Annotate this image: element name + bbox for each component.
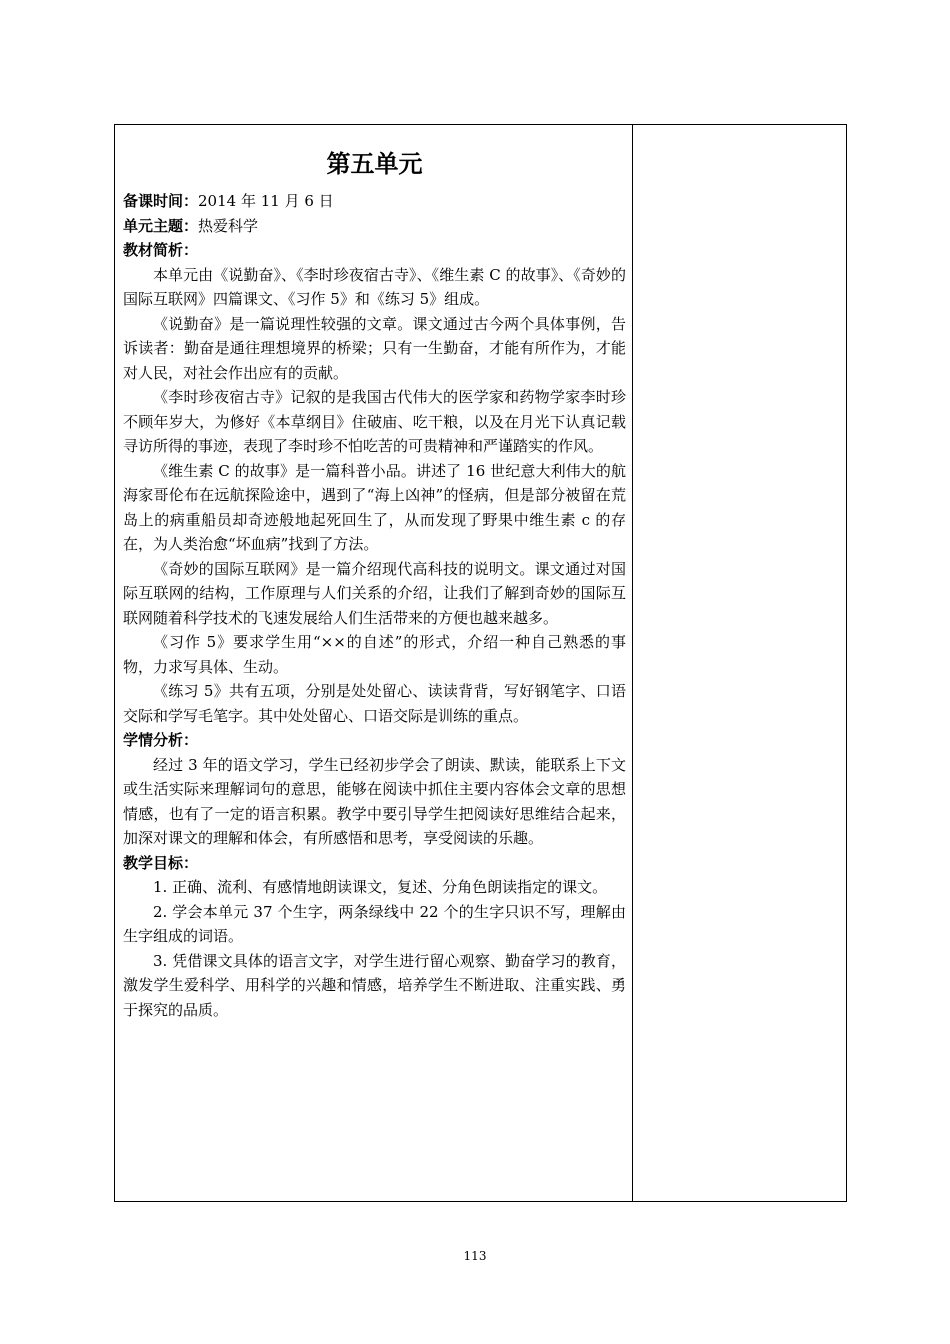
material-analysis-heading: 教材简析：: [123, 241, 199, 259]
material-paragraph: 《习作 5》要求学生用“××的自述”的形式，介绍一种自己熟悉的事物，力求写具体、生动。: [123, 633, 626, 676]
material-paragraph: 本单元由《说勤奋》、《李时珍夜宿古寺》、《维生素 C 的故事》、《奇妙的国际互联网》四篇课文、《习作 5》和《练习 5》组成。: [123, 265, 626, 308]
page-title: 第五单元: [326, 150, 423, 178]
column-divider: [632, 125, 633, 1201]
material-paragraph: 《奇妙的国际互联网》是一篇介绍现代高科技的说明文。课文通过对国际互联网的结构，工作原理与人们关系的介绍，让我们了解到奇妙的国际互联网随着科学技术的飞速发展给人们生活带来的方便也越来越多。: [123, 559, 626, 627]
goal-paragraph: 3. 凭借课文具体的语言文字，对学生进行留心观察、勤奋学习的教育，激发学生爱科学、用科学的兴趣和情感，培养学生不断进取、注重实践、勇于探究的品质。: [123, 951, 626, 1019]
goal-paragraph: 1. 正确、流利、有感情地朗读课文，复述、分角色朗读指定的课文。: [153, 878, 608, 896]
material-paragraph: 《练习 5》共有五项，分别是处处留心、读读背背，写好钢笔字、口语交际和学写毛笔字。其中处处留心、口语交际是训练的重点。: [123, 682, 626, 725]
student-analysis-heading: 学情分析：: [123, 731, 199, 749]
student-paragraph: 经过 3 年的语文学习，学生已经初步学会了朗读、默读，能联系上下文或生活实际来理解词句的意思，能够在阅读中抓住主要内容体会文章的思想情感，也有了一定的语言积累。教学中要引导学生把阅读好思维结合起来，加深对课文的理解和体会，有所感悟和思考，享受阅读的乐趣。: [123, 755, 626, 847]
lesson-plan-table: [114, 124, 847, 1202]
main-cell: [123, 149, 626, 1022]
goal-paragraph: 2. 学会本单元 37 个生字，两条绿线中 22 个的生字只识不写，理解由生字组成的词语。: [123, 902, 626, 945]
material-paragraph: 《李时珍夜宿古寺》记叙的是我国古代伟大的医学家和药物学家李时珍不顾年岁大，为修好《本草纲目》住破庙、吃干粮，以及在月光下认真记载寻访所得的事迹，表现了李时珍不怕吃苦的可贵精神和严谨踏实的作风。: [123, 388, 626, 455]
unit-theme-row: [123, 214, 626, 239]
material-paragraph: 《维生素 C 的故事》是一篇科普小品。讲述了 16 世纪意大利伟大的航海家哥伦布在远航探险途中，遇到了“海上凶神”的怪病，但是部分被留在荒岛上的病重船员却奇迹般地起死回生了，从而发现了野果中维生素 c 的存在，为人类治愈“坏血病”找到了方法。: [123, 461, 626, 553]
prep-time-value: 2014 年 11 月 6 日: [198, 192, 334, 210]
page-number: 113: [463, 1249, 487, 1263]
prep-time-label: 备课时间：: [123, 192, 199, 210]
unit-theme-value: 热爱科学: [198, 216, 259, 235]
teaching-goals-heading: 教学目标：: [123, 853, 199, 872]
material-paragraph: 《说勤奋》是一篇说理性较强的文章。课文通过古今两个具体事例，告诉读者：勤奋是通往理想境界的桥梁；只有一生勤奋，才能有所作为，才能对人民，对社会作出应有的贡献。: [123, 314, 626, 382]
unit-theme-label: 单元主题：: [123, 216, 199, 235]
prep-time-row: [123, 189, 626, 214]
